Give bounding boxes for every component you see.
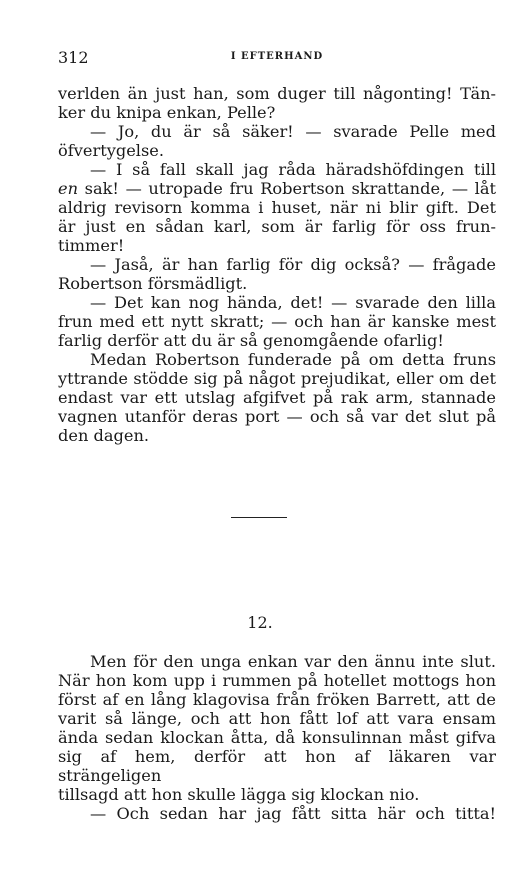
text-line: Men för den unga enkan var den ännu inte slut. [90,652,496,671]
section-divider [231,517,287,518]
text-line: farlig derför att du är så genomgående ofarlig! [58,331,444,350]
text-line: yttrande stödde sig på något prejudikat, eller om det [58,369,496,388]
text-line: tillsagd att hon skulle lägga sig klockan nio. [58,785,420,804]
page-header [58,48,496,68]
text-line [58,179,496,198]
page-number: 312 [58,48,89,67]
text-line: först af en lång klagovisa från fröken Barrett, att de [58,690,496,709]
chapter-number: 12. [247,613,273,632]
text-line: — I så fall skall jag råda häradshöfdingen till [90,160,496,179]
text-line-rest: sak! — utropade fru Robertson skrattande, — låt [78,179,496,198]
text-line: — Jo, du är så säker! — svarade Pelle med [90,122,496,141]
text-line: vagnen utanför deras port — och så var det slut på [58,407,496,426]
text-line: Medan Robertson funderade på om detta fruns [90,350,496,369]
running-title: I EFTERHAND [230,51,324,62]
text-line: Robertson försmädligt. [58,274,248,293]
text-line: den dagen. [58,426,150,445]
section-one-text [58,84,496,445]
text-line: är just en sådan karl, som är farlig för oss frun- [58,217,496,236]
text-line: — Det kan nog hända, det! — svarade den lilla [90,293,496,312]
text-line: endast var ett utslag afgifvet på rak arm, stannade [58,388,496,407]
text-line: verlden än just han, som duger till någonting! Tän- [58,84,496,103]
text-line: — Jaså, är han farlig för dig också? — frågade [90,255,496,274]
section-two-text [58,652,496,823]
text-line: — Och sedan har jag fått sitta här och titta! [90,804,496,823]
text-line: aldrig revisorn komma i huset, när ni blir gift. Det [58,198,496,217]
text-line: öfvertygelse. [58,141,165,160]
text-line: När hon kom upp i rummen på hotellet mottogs hon [58,671,496,690]
text-line: ända sedan klockan åtta, då konsulinnan måst gifva [58,728,496,747]
text-line: frun med ett nytt skratt; — och han är kanske mest [58,312,496,331]
text-line: ker du knipa enkan, Pelle? [58,103,276,122]
text-line: sig af hem, derför att hon af läkaren var strängeligen [58,747,496,785]
emphasized-word: en [58,179,79,198]
text-line: timmer! [58,236,125,255]
text-line: varit så länge, och att hon fått lof att vara ensam [58,709,496,728]
